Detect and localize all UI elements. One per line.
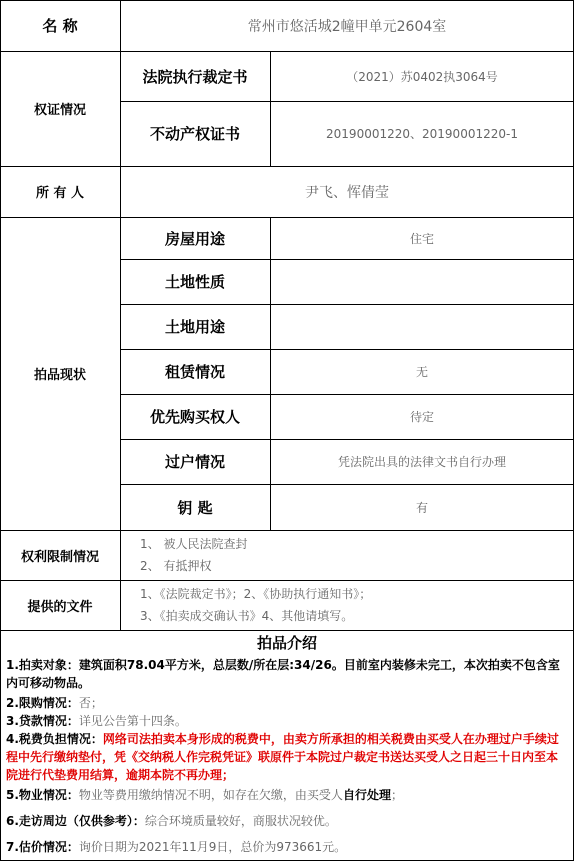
intro-item-object: 1.拍卖对象：建筑面积78.04平方米，总层数/所在层:34/26。目前室内装修未完工，本次拍卖不包含室内可移动物品。 [6,658,560,690]
priority-buyer-label: 优先购买权人 [149,408,240,426]
intro-item-property [6,786,566,804]
intro-key: 5.物业情况： [6,788,79,802]
documents-value [120,580,574,630]
intro-emphasis: 自行处理 [342,788,391,802]
intro-key: 7.估价情况： [6,840,79,854]
rights-label: 权证情况 [33,103,86,118]
document-line: 3、《拍卖成交确认书》4、其他请填写。 [140,609,354,623]
name-value: 常州市悠活城2幢甲单元2604室 [247,18,447,35]
usage-label: 房屋用途 [164,229,225,248]
document-line: 1、《法院裁定书》；2、《协助执行通知书》； [140,587,372,601]
intro-key: 6.走访周边（仅供参考）： [6,814,145,828]
priority-buyer-value: 待定 [409,410,434,424]
intro-text: 物业等费用缴纳情况不明，如存在欠缴，由买受人 [78,788,343,802]
intro-item-tax [6,730,566,784]
intro-item-loan [6,712,566,730]
property-cert-value: 20190001220、20190001220-1 [326,127,518,141]
intro-key: 2.限购情况： [6,696,79,710]
lease-value: 无 [415,365,428,379]
restrictions-label: 权利限制情况 [20,549,99,565]
lease-label: 租赁情况 [164,363,225,381]
intro-text: 网络司法拍卖本身形成的税费中，由卖方所承担的相关税费由买受人在办理过户手续过程中先行缴纳垫付，凭《交纳税人作完税凭证》联原件于本院过户裁定书送达买受人之日起三十日内至本院进行代垫费用结算，逾期本院不再办理； [6,732,559,782]
status-label: 拍品现状 [33,368,86,383]
keys-label: 钥 匙 [177,498,213,517]
intro-text: 综合环境质量较好，商服状况较优。 [144,814,337,828]
intro-key: 4.税费负担情况： [6,732,103,746]
land-nature-label: 土地性质 [164,273,225,291]
intro-item-purchase-limit [6,694,566,712]
restriction-line: 1、 被人民法院查封 [140,537,248,551]
name-label: 名 称 [42,17,78,35]
court-ruling-label: 法院执行裁定书 [142,67,248,86]
owner-label: 所 有 人 [35,186,85,201]
property-cert-label: 不动产权证书 [149,125,240,143]
owner-value: 尹飞、恽倩莹 [305,184,389,201]
usage-value: 住宅 [409,231,434,246]
transfer-value: 凭法院出具的法律文书自行办理 [337,455,506,469]
keys-value: 有 [415,500,428,515]
land-nature-value [270,259,574,304]
restrictions-value [120,530,574,580]
intro-text: 否； [78,696,103,710]
documents-label: 提供的文件 [27,599,93,615]
intro-text: 询价日期为2021年11月9日，总价为973661元。 [78,840,347,854]
intro-item-valuation [6,838,566,856]
land-use-label: 土地用途 [164,318,225,336]
intro-text: 详见公告第十四条。 [78,714,187,728]
transfer-label: 过户情况 [164,453,225,471]
land-use-value [270,304,574,349]
court-ruling-value: （2021）苏0402执3064号 [346,69,498,84]
intro-title: 拍品介绍 [256,634,317,652]
restriction-line: 2、 有抵押权 [140,559,212,573]
intro-key: 3.贷款情况： [6,714,79,728]
intro-item-surroundings [6,812,566,830]
intro-tail: ； [390,788,403,802]
